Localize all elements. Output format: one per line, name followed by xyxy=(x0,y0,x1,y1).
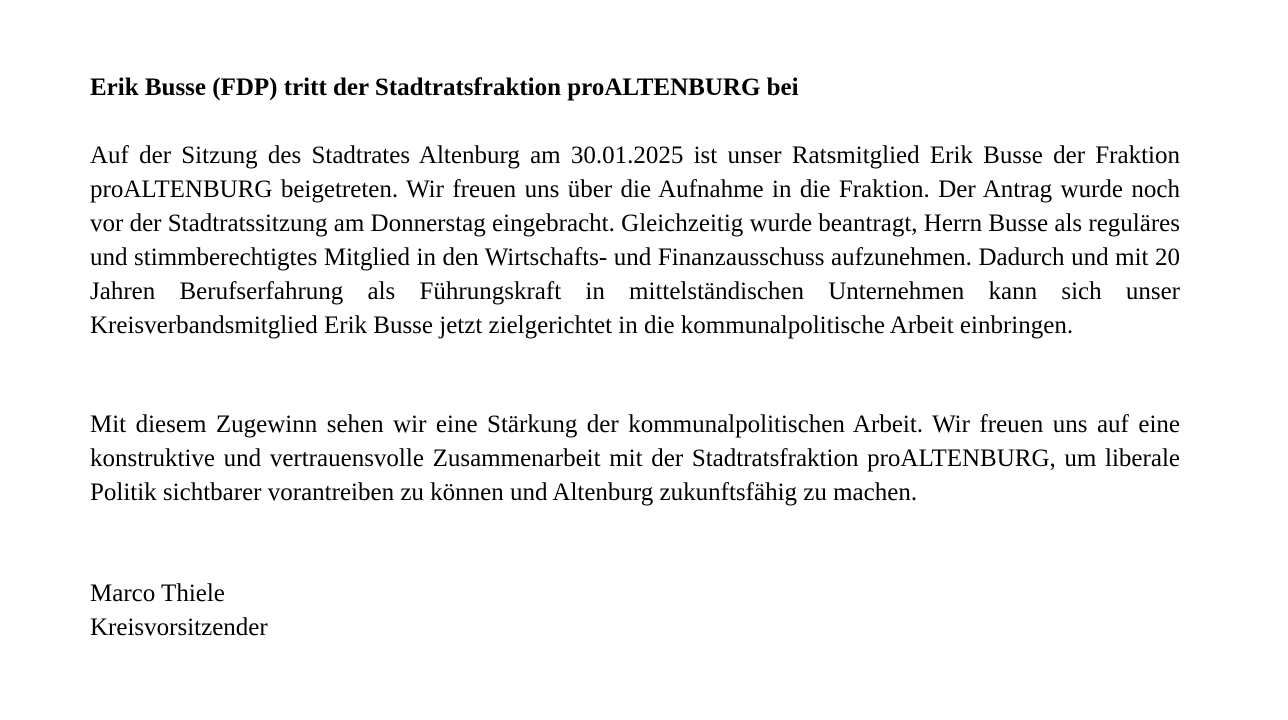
signature-block xyxy=(90,577,268,645)
document-title: Erik Busse (FDP) tritt der Stadtratsfraktion proALTENBURG bei xyxy=(90,74,799,101)
body-paragraph-1: Auf der Sitzung des Stadtrates Altenburg am 30.01.2025 ist unser Ratsmitglied Erik Busse der Fraktion proALTENBURG beigetreten. Wir freuen uns über die Aufnahme in die Fraktion. Der Antrag wurde noch vor der Stadtratssitzung am Donnerstag eingebracht. Gleichzeitig wurde beantragt, Herrn Busse als reguläres und stimmberechtigtes Mitglied in den Wirtschafts- und Finanzausschuss aufzunehmen. Dadurch und mit 20 Jahren Berufserfahrung als Führungskraft in mittelständischen Unternehmen kann sich unser Kreisverbandsmitglied Erik Busse jetzt zielgerichtet in die kommunalpolitische Arbeit einbringen. xyxy=(90,142,1180,339)
signature-role: Kreisvorsitzender xyxy=(90,614,268,641)
signature-name: Marco Thiele xyxy=(90,580,225,607)
body-paragraph-2: Mit diesem Zugewinn sehen wir eine Stärkung der kommunalpolitischen Arbeit. Wir freuen uns auf eine konstruktive und vertrauensvolle Zusammenarbeit mit der Stadtratsfraktion proALTENBURG, um liberale Politik sichtbarer vorantreiben zu können und Altenburg zukunftsfähig zu machen. xyxy=(90,411,1180,506)
